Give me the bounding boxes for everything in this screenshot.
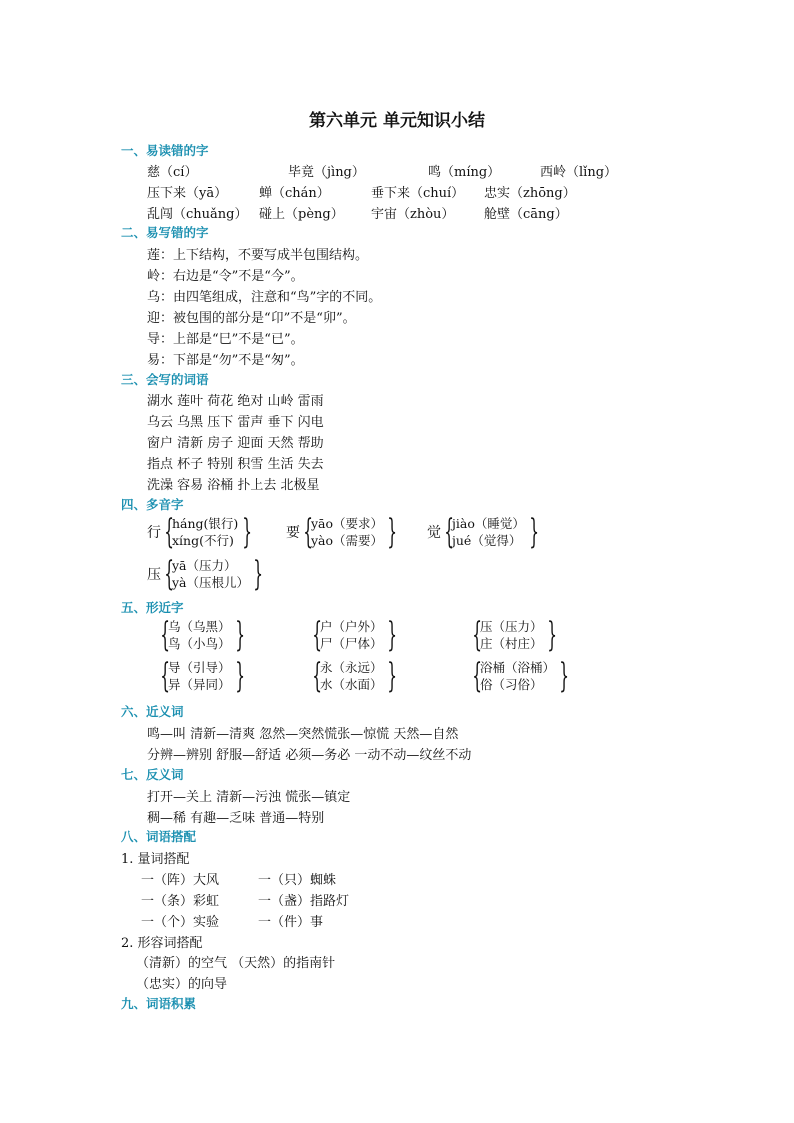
measure-item: 一（阵）大风 (141, 873, 220, 888)
section-heading-7: 七、反义词 (121, 767, 184, 782)
word-cell: 垂下来（chuí） (371, 186, 465, 201)
section-heading-5: 五、形近字 (121, 600, 184, 615)
word-cell: 舱壁（cāng） (484, 207, 568, 222)
section-heading-1: 一、易读错的字 (121, 143, 209, 158)
similar-char: 永（永远） (320, 660, 383, 675)
word-cell: 慈（cí） (147, 165, 198, 180)
subheading: 1. 量词搭配 (121, 852, 190, 867)
reading: háng(银行) (172, 516, 239, 531)
reading: yà（压根儿） (172, 575, 250, 590)
text-line: 易：下部是“勿”不是“匆”。 (147, 353, 304, 368)
text-line: 岭：右边是“令”不是“今”。 (147, 269, 304, 284)
similar-char: 户（户外） (320, 619, 383, 634)
measure-item: 一（个）实验 (141, 915, 220, 930)
word-cell: 忠实（zhōng） (484, 186, 576, 201)
left-brace-icon: { (164, 512, 174, 552)
similar-char: 导（引导） (168, 660, 231, 675)
word-cell: 碰上（pèng） (259, 207, 344, 222)
text-line: （忠实）的向导 (136, 977, 228, 992)
text-line: 莲：上下结构，不要写成半包围结构。 (147, 248, 369, 263)
text-line: 稠—稀 有趣—乏味 普通—特别 (147, 811, 325, 826)
word-cell: 宇宙（zhòu） (371, 207, 455, 222)
right-brace-icon: } (253, 554, 263, 594)
text-line: 洗澡 容易 浴桶 扑上去 北极星 (147, 478, 320, 493)
left-brace-icon: { (160, 615, 170, 655)
page-title: 第六单元 单元知识小结 (309, 111, 485, 131)
text-line: 窗户 清新 房子 迎面 天然 帮助 (147, 436, 324, 451)
right-brace-icon: } (529, 512, 539, 552)
measure-item: 一（条）彩虹 (141, 894, 220, 909)
section-heading-3: 三、会写的词语 (121, 372, 209, 387)
text-line: （清新）的空气 （天然）的指南针 (136, 956, 336, 971)
subheading: 2. 形容词搭配 (121, 936, 203, 951)
reading: jiào（睡觉） (452, 516, 525, 531)
similar-char: 鸟（小鸟） (168, 636, 231, 651)
text-line: 迎：被包围的部分是“卬”不是“卯”。 (147, 311, 356, 326)
polyphone-char: 要 (286, 525, 300, 541)
right-brace-icon: } (387, 512, 397, 552)
right-brace-icon: } (234, 656, 245, 696)
left-brace-icon: { (164, 554, 174, 594)
similar-char: 尸（尸体） (320, 636, 383, 651)
section-heading-8: 八、词语搭配 (121, 829, 197, 844)
similar-char-group (310, 656, 397, 696)
polyphone-group (427, 512, 539, 552)
similar-char-group (158, 615, 245, 655)
left-brace-icon: { (472, 656, 482, 696)
polyphone-char: 行 (147, 525, 161, 541)
word-cell: 乱闯（chuǎng） (147, 207, 248, 222)
word-cell: 蝉（chán） (259, 186, 330, 201)
text-line: 鸣—叫 清新—清爽 忽然—突然慌张—惊慌 天然—自然 (147, 727, 459, 742)
measure-item: 一（只）蜘蛛 (258, 873, 337, 888)
reading: jué（觉得） (452, 533, 522, 548)
similar-char-group (310, 615, 397, 655)
similar-char: 俗（习俗） (480, 677, 543, 692)
word-cell: 西岭（lǐng） (540, 165, 618, 180)
right-brace-icon: } (386, 656, 397, 696)
measure-item: 一（盏）指路灯 (258, 894, 350, 909)
similar-char-group (470, 656, 569, 696)
similar-char: 压（压力） (480, 619, 543, 634)
section-heading-2: 二、易写错的字 (121, 225, 209, 240)
right-brace-icon: } (546, 615, 557, 655)
left-brace-icon: { (444, 512, 454, 552)
polyphone-group (147, 512, 253, 552)
polyphone-group (286, 512, 397, 552)
similar-char-group (470, 615, 557, 655)
reading: yào（需要） (311, 533, 384, 548)
text-line: 乌云 乌黑 压下 雷声 垂下 闪电 (147, 415, 324, 430)
text-line: 乌：由四笔组成，注意和“鸟”字的不同。 (147, 290, 382, 305)
reading: yā（压力） (172, 558, 237, 573)
left-brace-icon: { (312, 615, 322, 655)
similar-char: 水（水面） (320, 677, 383, 692)
word-cell: 毕竟（jìng） (288, 165, 365, 180)
similar-char: 异（异同） (168, 677, 231, 692)
similar-char: 庄（村庄） (480, 636, 543, 651)
right-brace-icon: } (242, 512, 253, 552)
right-brace-icon: } (234, 615, 245, 655)
reading: xíng(不行) (172, 533, 234, 548)
word-cell: 鸣（míng） (428, 165, 501, 180)
right-brace-icon: } (386, 615, 397, 655)
right-brace-icon: } (559, 656, 569, 696)
polyphone-char: 压 (147, 567, 161, 583)
section-heading-4: 四、多音字 (121, 497, 184, 512)
left-brace-icon: { (303, 512, 313, 552)
left-brace-icon: { (472, 615, 482, 655)
text-line: 分辨—辨别 舒服—舒适 必须—务必 一动不动—纹丝不动 (147, 748, 472, 763)
text-line: 指点 杯子 特别 积雪 生活 失去 (147, 457, 324, 472)
polyphone-group (147, 554, 263, 594)
polyphone-char: 觉 (427, 525, 441, 541)
left-brace-icon: { (312, 656, 322, 696)
text-line: 打开—关上 清新—污浊 慌张—镇定 (147, 790, 351, 805)
section-heading-6: 六、近义词 (121, 704, 184, 719)
similar-char-group (158, 656, 245, 696)
text-line: 导：上部是“巳”不是“已”。 (147, 332, 304, 347)
left-brace-icon: { (160, 656, 170, 696)
similar-char: 乌（乌黑） (168, 619, 231, 634)
text-line: 湖水 莲叶 荷花 绝对 山岭 雷雨 (147, 394, 324, 409)
similar-char: 浴桶（浴桶） (480, 660, 556, 675)
reading: yāo（要求） (311, 516, 384, 531)
word-cell: 压下来（yā） (147, 186, 228, 201)
section-heading-9: 九、词语积累 (121, 996, 197, 1011)
measure-item: 一（件）事 (258, 915, 324, 930)
